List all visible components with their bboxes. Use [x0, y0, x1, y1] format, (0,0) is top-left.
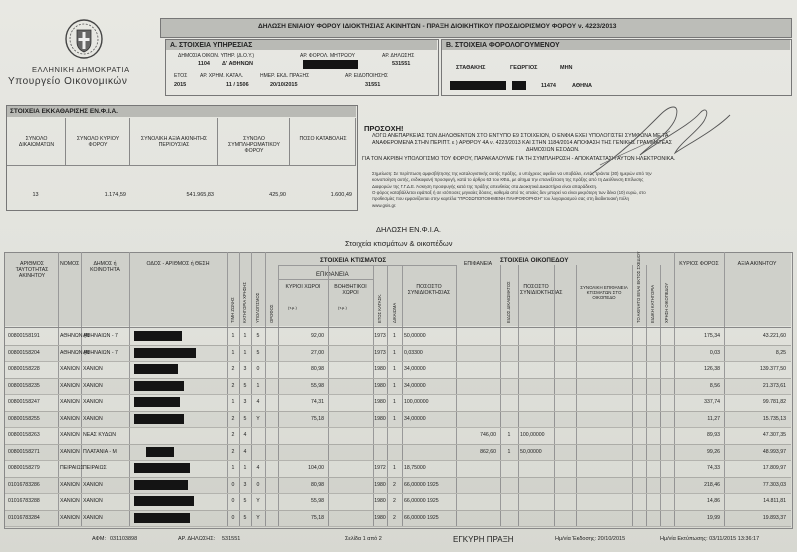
surface-divider [278, 279, 373, 280]
cell-kyr: 0,03 [709, 349, 720, 356]
cell-b: 5 [243, 498, 247, 504]
cell-b: 5 [243, 382, 247, 389]
cell-nomos: ΧΑΝΙΩΝ [60, 514, 80, 521]
cell-axia: 14.811,81 [763, 498, 786, 504]
column-header-rotated: ΕΤΟΣ ΚΑΤΑΣΚ. [377, 293, 382, 323]
cell-b: 1 [243, 349, 247, 356]
cell-dimos: ΧΑΝΙΩΝ [83, 382, 103, 389]
cell-etos: 1980 [374, 415, 386, 422]
unit-label: (τ.μ.) [288, 305, 297, 310]
cell-dik: 2 [393, 498, 396, 504]
document-title: ΔΗΛΩΣΗ ΕΝΙΑΙΟΥ ΦΟΡΟΥ ΙΔΙΟΚΤΗΣΙΑΣ ΑΚΙΝΗΤΩΝ - ΠΡΑΞΗ ΔΙΟΙΚΗΤΙΚΟΥ ΠΡΟΣΔΙΟΡΙΣΜΟΥ ΦΟΡΟΥ ν. 4223/2013 [258, 23, 617, 30]
cell-epif: 746,00 [480, 432, 496, 438]
cell-dik: 1 [393, 333, 396, 339]
cell-kyrioi: 75,18 [311, 415, 324, 422]
settlement-value: 541.965,83 [186, 192, 214, 198]
settlement-header: ΣΥΝΟΛΙΚΗ ΑΞΙΑ ΑΚΙΝΗΤΗΣ ΠΕΡΙΟΥΣΙΑΣ [140, 136, 208, 148]
cell-dik: 2 [393, 514, 396, 521]
cell-axia: 21.373,61 [762, 382, 786, 389]
cell-c: 4 [256, 465, 260, 471]
cell-kyr: 11,27 [707, 415, 720, 422]
cell-nomos: ΧΑΝΙΩΝ [60, 399, 80, 405]
city: ΑΘΗΝΑ [572, 83, 593, 89]
cell-atak: 01016783288 [8, 498, 40, 504]
redacted-number [512, 81, 526, 90]
cell-axia: 19.893,37 [762, 514, 786, 521]
name: ΓΕΩΡΓΙΟΣ [510, 65, 538, 71]
footer-afm: 031103898 [110, 536, 138, 542]
cell-a: 2 [231, 448, 235, 455]
cell-b: 1 [243, 333, 247, 339]
cell-kyrioi: 27,00 [311, 349, 324, 356]
cell-b: 5 [243, 514, 247, 521]
issue-date: 20/10/2015 [270, 82, 298, 88]
notice-line: ΓΙΑ ΤΟΝ ΑΚΡΙΒΗ ΥΠΟΛΟΓΙΣΜΟ ΤΟΥ ΦΟΡΟΥ, ΠΑΡΑΚΑΛΟΥΜΕ ΓΙΑ ΤΗ ΣΥΜΠΛΗΡΩΣΗ - ΑΠΟΚΑΤΑΣΤΑΣΗ ΑΥΤΩΝ ΗΛΕΚΤΡΟΝΙΚΑ. [362, 156, 676, 162]
cell-a: 0 [231, 498, 235, 504]
cell-atak: 00800158228 [8, 366, 40, 372]
cell-c: Υ [256, 415, 260, 422]
cell-a: 2 [231, 415, 235, 422]
afm-reg-label: ΑΡ. ΦΟΡΟΛ. ΜΗΤΡΩΟΥ [300, 53, 355, 59]
cell-kyrioi: 80,98 [311, 366, 324, 372]
column-header-rotated: ΕΙΔΙΚΗ ΚΑΤΗΓΟΡΙΑ [650, 284, 655, 323]
cell-axia: 77.303,03 [762, 481, 786, 488]
cell-nomos: ΑΘΗΝΩΝ (Ν [60, 333, 90, 339]
cell-a: 1 [231, 399, 235, 405]
cell-kyr: 89,93 [707, 432, 720, 438]
cell-dimos: ΧΑΝΙΩΝ [83, 514, 103, 521]
cell-dimos: ΑΘΗΝΑΙΩΝ - 7 [83, 333, 118, 339]
column-header: ΚΥΡΙΟΣ ΦΟΡΟΣ [679, 261, 719, 267]
cell-nomos: ΧΑΝΙΩΝ [60, 448, 80, 455]
cell-kyr: 175,34 [704, 333, 720, 339]
cell-atak: 01016783286 [8, 481, 40, 488]
surname: ΣΤΑΘΑΚΗΣ [456, 65, 486, 71]
column-header-rotated: ΔΙΚΑΙΩΜΑ [391, 302, 397, 323]
cell-kyr: 126,38 [704, 366, 720, 372]
cell-pos: 50,00000 [404, 333, 426, 339]
cell-dik: 1 [393, 382, 396, 389]
cell-c: 5 [256, 333, 260, 339]
period-label: ΑΡ. ΧΡΗΜ. ΚΑΤΑΛ. [200, 73, 244, 79]
settlement-value: 425,90 [269, 192, 286, 198]
row-divider [5, 526, 791, 527]
doy-label: ΔΗΜΟΣΙΑ ΟΙΚΟΝ. ΥΠΗΡ. (Δ.Ο.Υ.) [178, 53, 255, 59]
column-header-rotated: ΧΡΗΣΗ ΟΙΚΟΠΕΔΟΥ [664, 282, 669, 323]
redacted-street [134, 496, 194, 506]
cell-atak: 00800158279 [8, 465, 40, 471]
cell-d2: 1 [507, 432, 511, 438]
cell-dimos: ΧΑΝΙΩΝ [83, 481, 103, 488]
cell-atak: 01016783284 [8, 514, 40, 521]
cell-nomos: ΧΑΝΙΩΝ [60, 382, 80, 389]
period: 11 / 1506 [226, 82, 249, 88]
country-name: ΕΛΛΗΝΙΚΗ ΔΗΜΟΚΡΑΤΙΑ [32, 65, 130, 74]
cell-dik: 2 [393, 481, 396, 488]
cell-b: 3 [243, 481, 247, 488]
cell-atak: 00800158247 [8, 399, 40, 405]
settlement-header: ΣΥΝΟΛΟ ΚΥΡΙΟΥ ΦΟΡΟΥ [76, 136, 120, 148]
cell-dik: 1 [393, 366, 396, 372]
cell-dimos: ΧΑΝΙΩΝ [83, 366, 103, 372]
column-header: ΑΞΙΑ ΑΚΙΝΗΤΟΥ [737, 261, 777, 267]
row-divider [5, 460, 791, 461]
column-header: ΣΥΝΟΛΙΚΗ ΕΠΙΦΑΝΕΙΑ ΚΤΙΣΜΑΤΩΝ ΣΤΟ ΟΙΚΟΠΕΔΟ [580, 285, 628, 301]
cell-kyrioi: 80,98 [311, 481, 324, 488]
cell-axia: 99.781,82 [762, 399, 786, 405]
cell-dik: 1 [393, 415, 396, 422]
column-header: ΑΡΙΘΜΟΣ ΤΑΥΤΟΤΗΤΑΣ ΑΚΙΝΗΤΟΥ [15, 261, 49, 279]
cell-b: 3 [243, 399, 247, 405]
row-divider [5, 493, 791, 494]
cell-a: 1 [231, 465, 235, 471]
cell-axia: 139.377,50 [760, 366, 786, 372]
column-header-rotated: ΕΙΔΟΣ ΔΙΚΑΙΩΜΑΤΟΣ [506, 281, 511, 323]
cell-etos: 1973 [374, 349, 386, 356]
cell-kyrioi: 104,00 [308, 465, 324, 471]
cell-a: 0 [231, 514, 235, 521]
notice-remark: κοινοποίηση αυτής, ενδικοφανή προσφυγή, κατά το άρθρο 63 του ΚΦΔ, με αίτημα την επανεξέταση της πράξης από τη Διεύθυνση Επίλυσης [372, 177, 644, 183]
cell-p2: 100,00000 [520, 432, 545, 438]
cell-pos: 66,00000 1925 [404, 514, 439, 521]
column-header: ΒΟΗΘΗΤΙΚΟΙ ΧΩΡΟΙ [334, 284, 367, 296]
cell-c: 0 [256, 481, 260, 488]
cell-b: 5 [243, 415, 247, 422]
redacted-street [134, 414, 184, 424]
cell-a: 2 [231, 366, 235, 372]
cell-c: Υ [256, 498, 260, 504]
redacted-street [134, 331, 182, 341]
cell-pos: 18,75000 [404, 465, 426, 471]
doy-code: 1104 [198, 61, 210, 67]
redacted-street [134, 381, 184, 391]
cell-dimos: ΑΘΗΝΑΙΩΝ - 7 [83, 349, 118, 356]
cell-etos: 1980 [374, 382, 386, 389]
settlement-header: ΣΥΝΟΛΟ ΣΥΜΠΛΗΡΩΜΑΤΙΚΟΥ ΦΟΡΟΥ [228, 136, 280, 154]
notice-line: ΔΗΜΟΣΙΩΝ ΕΣΟΔΩΝ. [526, 147, 580, 153]
cell-atak: 00800158235 [8, 382, 40, 389]
cell-atak: 00800158255 [8, 415, 40, 422]
cell-dimos: ΧΑΝΙΩΝ [83, 399, 103, 405]
cell-kyr: 19,99 [707, 514, 720, 521]
notice-no: 31551 [365, 82, 381, 88]
column-header: ΚΥΡΙΟΙ ΧΩΡΟΙ [285, 284, 321, 290]
cell-b: 4 [243, 448, 247, 455]
cell-nomos: ΧΑΝΙΩΝ [60, 415, 80, 422]
cell-a: 1 [231, 333, 235, 339]
cell-b: 4 [243, 432, 247, 438]
notice-remark: Ο φόρος καταβάλλεται εφάπαξ ή σε ισόποσες μηνιαίες δόσεις, καθεμία από τις οποίες δεν μπορεί να είναι μικρότερη των δέκα (10) ευρώ, στο [372, 189, 646, 195]
cell-kyrioi: 74,31 [311, 399, 324, 405]
cell-a: 1 [231, 349, 235, 356]
column-header: ΠΟΣΟΣΤΟ ΣΥΝΙΔΙΟΚΤΗΣΙΑΣ [520, 284, 563, 296]
footer-issue: Ημ/νία Έκδοσης: 20/10/2015 [555, 536, 626, 542]
cell-dimos: ΠΛΑΤΑΝΙΑ - Μ [83, 448, 117, 455]
settlement-header: ΠΟΣΟ ΚΑΤΑΒΟΛΗΣ [299, 136, 347, 142]
settlement-title: ΣΤΟΙΧΕΙΑ ΕΚΚΑΘΑΡΙΣΗΣ ΕΝ.Φ.Ι.Α. [10, 108, 118, 115]
column-header-rotated: ΤΙΜΗ ΖΩΝΗΣ [230, 297, 235, 323]
cell-nomos: ΑΘΗΝΩΝ (Ν [60, 349, 90, 356]
analysis-subtitle: Στοιχεία κτισμάτων & οικοπέδων [345, 239, 453, 248]
column-header-rotated: ΤΟ ΑΚΙΝΗΤΟ ΕΙΝΑΙ ΕΚΤΟΣ ΣΧΕΔΙΟΥ [636, 251, 641, 323]
footer-page: Σελίδα 1 από 2 [345, 536, 382, 542]
row-divider [5, 427, 791, 428]
settlement-header: ΣΥΝΟΛΟ ΔΙΚΑΙΩΜΑΤΩΝ [18, 136, 55, 148]
greek-emblem-icon [64, 18, 104, 60]
surface-divider [278, 265, 456, 266]
cell-a: 0 [231, 481, 235, 488]
ministry-name: Υπουργείο Οικονομικών [8, 76, 128, 87]
cell-dik: 1 [393, 399, 396, 405]
settlement-value: 1.600,49 [330, 192, 352, 198]
cell-axia: 17.809,97 [762, 465, 786, 471]
column-header: ΝΟΜΟΣ [60, 261, 80, 267]
cell-atak: 00800158204 [8, 349, 40, 356]
notice-remark: Διαφορών της Γ.Γ.Δ.Ε. Άσκηση προσφυγής κατά της πράξης απευθείας στα Διοικητικά Δικαστήρια είναι απαράδεκτη. [372, 183, 598, 189]
cell-pos: 0,03300 [404, 349, 423, 356]
cell-pos: 100,00000 [404, 399, 429, 405]
issue-label: ΗΜΕΡ. ΕΚΔ. ΠΡΑΞΗΣ [260, 73, 310, 79]
cell-nomos: ΧΑΝΙΩΝ [60, 432, 80, 438]
cell-etos: 1980 [374, 399, 386, 405]
building-group-title: ΣΤΟΙΧΕΙΑ ΚΤΙΣΜΑΤΟΣ [320, 257, 387, 264]
cell-kyr: 14,86 [707, 498, 720, 504]
year-label: ΕΤΟΣ [174, 73, 188, 79]
cell-kyrioi: 55,98 [311, 498, 324, 504]
notice-label: ΑΡ. ΕΙΔΟΠΟΙΗΣΗΣ [345, 73, 388, 79]
footer-valid: ΕΓΚΥΡΗ ΠΡΑΞΗ [453, 535, 514, 544]
cell-epif: 862,60 [480, 448, 496, 455]
cell-nomos: ΠΕΙΡΑΙΩΣ [60, 465, 84, 471]
header-divider [5, 327, 791, 328]
cell-dimos: ΠΕΙΡΑΙΩΣ [83, 465, 107, 471]
cell-kyrioi: 92,00 [311, 333, 324, 339]
cell-atak: 00800158263 [8, 432, 40, 438]
cell-axia: 47.307,35 [762, 432, 786, 438]
cell-c: 1 [256, 382, 260, 389]
signature-scribble [580, 95, 740, 185]
redacted-street [134, 397, 180, 407]
cell-axia: 48.993,97 [762, 448, 786, 455]
cell-etos: 1980 [374, 514, 386, 521]
cell-dik: 1 [393, 465, 396, 471]
top-cut-text [30, 0, 32, 4]
cell-kyr: 74,33 [707, 465, 720, 471]
redacted-street [134, 463, 190, 473]
cell-axia: 8,25 [775, 349, 786, 356]
cell-axia: 43.221,60 [762, 333, 786, 339]
notice-line: ΛΟΓΩ ΑΝΕΠΑΡΚΕΙΑΣ ΤΩΝ ΔΗΛΩΘΕΝΤΩΝ ΣΤΟ ΕΝΤΥΠΟ Ε9 ΣΤΟΙΧΕΙΩΝ, Ο ΕΝΦΙΑ ΕΧΕΙ ΥΠΟΛΟΓΙΣΤΕΙ ΣΥΜΦΩΝΑ ΜΕ ΤΑ [372, 133, 669, 139]
notice-remark: προθεσμίες που εμφανίζονται στην καρτέλα "ΠΡΟΣΩΠΟΠΟΙΗΜΕΝΗ ΠΛΗΡΟΦΟΡΗΣΗ" του λογαριασμού σας στη διαδικτυακή πύλη [372, 196, 629, 202]
footer-decl: 531551 [222, 536, 241, 542]
cell-axia: 15.735,13 [762, 415, 786, 422]
section-a-title: Α. ΣΤΟΙΧΕΙΑ ΥΠΗΡΕΣΙΑΣ [170, 42, 253, 49]
cell-kyr: 218,46 [704, 481, 720, 488]
father-name: ΜΗΝ [560, 65, 573, 71]
cell-kyr: 99,26 [707, 448, 720, 455]
settlement-value: 13 [32, 192, 39, 198]
cell-nomos: ΧΑΝΙΩΝ [60, 481, 80, 488]
redacted-street [134, 480, 188, 490]
column-header: ΕΠΙΦΑΝΕΙΑ [463, 261, 493, 267]
column-header: ΟΔΟΣ - ΑΡΙΘΜΟΣ ή ΘΕΣΗ [146, 261, 210, 267]
cell-dimos: ΧΑΝΙΩΝ [83, 415, 103, 422]
year: 2015 [174, 82, 187, 88]
row-divider [5, 361, 791, 362]
redacted-address [450, 81, 506, 90]
section-b-title: Β. ΣΤΟΙΧΕΙΑ ΦΟΡΟΛΟΓΟΥΜΕΝΟΥ [446, 42, 560, 49]
cell-kyr: 337,74 [704, 399, 720, 405]
cell-kyr: 8,56 [709, 382, 720, 389]
cell-b: 3 [243, 366, 247, 372]
cell-a: 2 [231, 382, 235, 389]
redacted-afm [303, 60, 358, 69]
footer-decl-label: ΑΡ. ΔΗΛΩΣΗΣ: [178, 536, 216, 542]
decl-no-label: ΑΡ. ΔΗΛΩΣΗΣ [382, 53, 415, 59]
cell-dimos: ΝΕΑΣ ΚΥΔΩΝ [83, 432, 116, 438]
notice-remark: www.gsis.gr. [372, 202, 397, 208]
cell-d2: 1 [507, 448, 511, 455]
notice-line: ΑΝΑΦΕΡΟΜΕΝΑ ΣΤΗΝ ΠΕΡΙΠΤ. ε ) ΑΡΘΡΟΥ 4Α ν. 4223/2013 ΚΑΙ ΣΤΗΝ 1184/2014 ΑΠΟΦΑΣΗ ΤΗΣ ΓΕΝΙΚΗΣ ΓΡΑΜΜΑΤΕΑΣ [372, 140, 672, 146]
plot-group-title: ΣΤΟΙΧΕΙΑ ΟΙΚΟΠΕΔΟΥ [500, 257, 569, 264]
redacted-street [134, 364, 178, 374]
cell-etos: 1973 [374, 333, 386, 339]
redacted-street [134, 348, 196, 358]
cell-pos: 34,00000 [404, 366, 426, 372]
surface-group-title: ΕΠΙΦΑΝΕΙΑ [316, 272, 349, 278]
cell-etos: 1972 [374, 465, 386, 471]
column-header-rotated: ΚΑΤΗΓΟΡΙΑ ΧΡΗΣΗΣ [242, 282, 247, 323]
cell-a: 2 [231, 432, 235, 438]
column-header-rotated: ΥΠΟΛΟΓΙΣΜΟΣ [255, 292, 260, 323]
decl-no: 531551 [392, 61, 411, 67]
cell-b: 1 [243, 465, 247, 471]
doy-name: Δ' ΑΘΗΝΩΝ [222, 61, 254, 67]
notice-title: ΠΡΟΣΟΧΗ! [364, 124, 404, 133]
column-header-rotated: ΟΡΟΦΟΣ [268, 304, 274, 323]
postcode: 11474 [541, 83, 556, 89]
cell-c: 0 [256, 366, 260, 372]
redacted-street [146, 447, 174, 457]
cell-pos: 66,00000 1925 [404, 498, 439, 504]
notice-remark: Σημείωση: Σε περίπτωση αμφισβήτησης της καταλογιστικής αυτής πράξης, ο υπόχρεος οφείλει να υποβάλει, εντός τριάντα (30) ημερών από την [372, 171, 652, 176]
settlement-value: 1.174,59 [104, 192, 126, 198]
cell-etos: 1980 [374, 498, 386, 504]
cell-dimos: ΧΑΝΙΩΝ [83, 498, 103, 504]
cell-nomos: ΧΑΝΙΩΝ [60, 498, 80, 504]
cell-c: Υ [256, 514, 260, 521]
row-divider [5, 394, 791, 395]
cell-dik: 1 [393, 349, 396, 356]
analysis-title: ΔΗΛΩΣΗ ΕΝ.Φ.Ι.Α. [376, 225, 442, 234]
cell-nomos: ΧΑΝΙΩΝ [60, 366, 80, 372]
cell-c: 4 [256, 399, 260, 405]
cell-pos: 34,00000 [404, 415, 426, 422]
cell-p2: 50,00000 [520, 448, 542, 455]
cell-pos: 34,00000 [404, 382, 426, 389]
cell-kyrioi: 55,98 [311, 382, 324, 389]
column-header: ΔΗΜΟΣ ή ΚΟΙΝΟΤΗΤΑ [90, 261, 120, 273]
footer-afm-label: ΑΦΜ: [92, 536, 107, 542]
cell-c: 5 [256, 349, 260, 356]
cell-atak: 00800158191 [8, 333, 40, 339]
footer-print: Ημ/νία Εκτύπωσης: 03/11/2015 13:36:17 [660, 536, 760, 542]
cell-kyrioi: 75,18 [311, 514, 324, 521]
column-header: ΠΟΣΟΣΤΟ ΣΥΝΙΔΙΟΚΤΗΣΙΑΣ [407, 284, 451, 296]
cell-pos: 66,00000 1925 [404, 481, 439, 488]
unit-label: (τ.μ.) [338, 305, 347, 310]
redacted-street [134, 513, 190, 523]
cell-atak: 00800158271 [8, 448, 40, 455]
cell-etos: 1980 [374, 481, 386, 488]
cell-etos: 1980 [374, 366, 386, 372]
